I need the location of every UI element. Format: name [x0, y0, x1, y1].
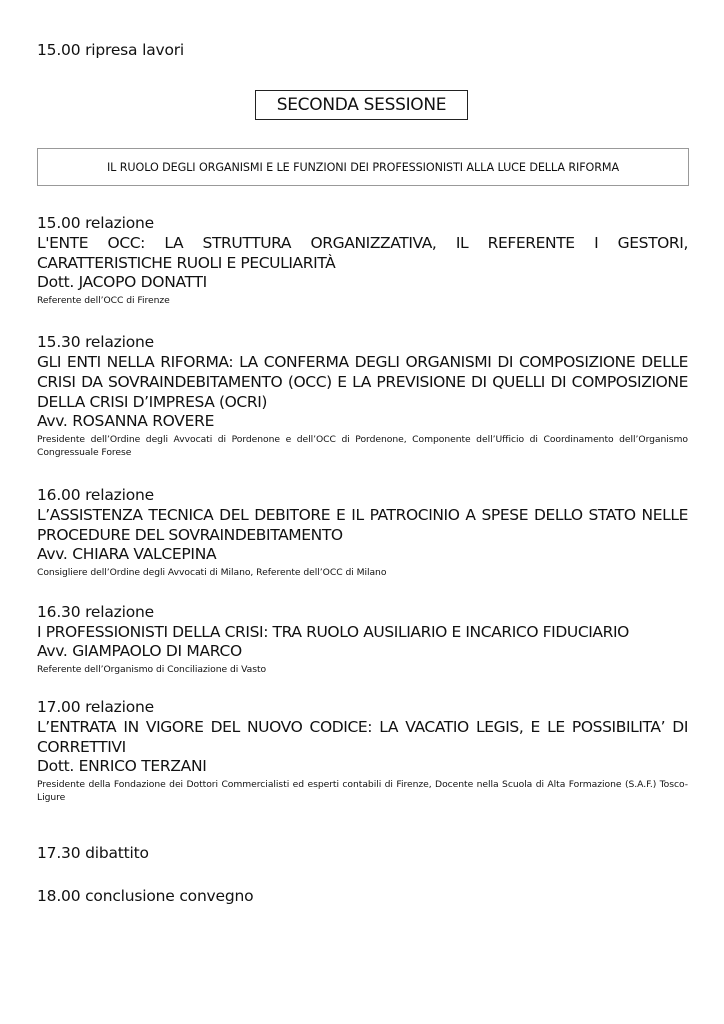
talk-5 [37, 698, 688, 804]
talk-speaker-role: Consigliere dell’Ordine degli Avvocati di Milano, Referente dell’OCC di Milano [37, 567, 387, 578]
debate-line: 17.30 dibattito [37, 844, 149, 862]
closing-line: 18.00 conclusione convegno [37, 887, 254, 905]
talk-time: 17.00 relazione [37, 698, 154, 716]
talk-title: L’ENTRATA IN VIGORE DEL NUOVO CODICE: LA VACATIO LEGIS, E LE POSSIBILITA’ DI CORRETTIVI [37, 718, 688, 756]
talk-2 [37, 333, 688, 459]
talk-time: 15.00 relazione [37, 214, 154, 232]
talk-1 [37, 214, 688, 307]
resume-line: 15.00 ripresa lavori [37, 41, 185, 59]
talk-time: 16.00 relazione [37, 486, 154, 504]
talk-title: L’ASSISTENZA TECNICA DEL DEBITORE E IL PATROCINIO A SPESE DELLO STATO NELLE PROCEDURE DEL SOVRAINDEBITAMENTO [37, 506, 688, 544]
talk-speaker: Avv. GIAMPAOLO DI MARCO [37, 642, 242, 660]
talk-title: L'ENTE OCC: LA STRUTTURA ORGANIZZATIVA, IL REFERENTE I GESTORI, CARATTERISTICHE RUOLI E PECULIARITÀ [37, 234, 688, 272]
talk-speaker: Avv. ROSANNA ROVERE [37, 412, 215, 430]
talk-title: I PROFESSIONISTI DELLA CRISI: TRA RUOLO AUSILIARIO E INCARICO FIDUCIARIO [37, 623, 629, 641]
talk-speaker-role: Referente dell’Organismo di Conciliazione di Vasto [37, 664, 267, 675]
session-title-box [255, 90, 468, 120]
talk-speaker-role: Presidente della Fondazione dei Dottori Commercialisti ed esperti contabili di Firenze, Docente nella Scuola di Alta Formazione (S.A.F.) Tosco-Ligure [37, 779, 688, 803]
talk-4 [37, 603, 688, 676]
talk-time: 15.30 relazione [37, 333, 154, 351]
session-title: SECONDA SESSIONE [276, 95, 447, 115]
session-theme-box [37, 148, 689, 186]
talk-speaker: Dott. JACOPO DONATTI [37, 273, 207, 291]
talk-time: 16.30 relazione [37, 603, 154, 621]
talk-speaker-role: Referente dell’OCC di Firenze [37, 295, 170, 306]
talk-title: GLI ENTI NELLA RIFORMA: LA CONFERMA DEGLI ORGANISMI DI COMPOSIZIONE DELLE CRISI DA SOVRAINDEBITAMENTO (OCC) E LA PREVISIONE DI QUELLI DI COMPOSIZIONE DELLA CRISI D’IMPRESA (OCRI) [37, 353, 688, 411]
talk-speaker: Avv. CHIARA VALCEPINA [37, 545, 217, 563]
talk-speaker-role: Presidente dell’Ordine degli Avvocati di Pordenone e dell’OCC di Pordenone, Componente dell’Ufficio di Coordinamento dell’Organismo Congressuale Forese [37, 434, 688, 458]
talk-speaker: Dott. ENRICO TERZANI [37, 757, 207, 775]
talk-3 [37, 486, 688, 579]
session-theme: IL RUOLO DEGLI ORGANISMI E LE FUNZIONI DEI PROFESSIONISTI ALLA LUCE DELLA RIFORMA [106, 160, 620, 174]
